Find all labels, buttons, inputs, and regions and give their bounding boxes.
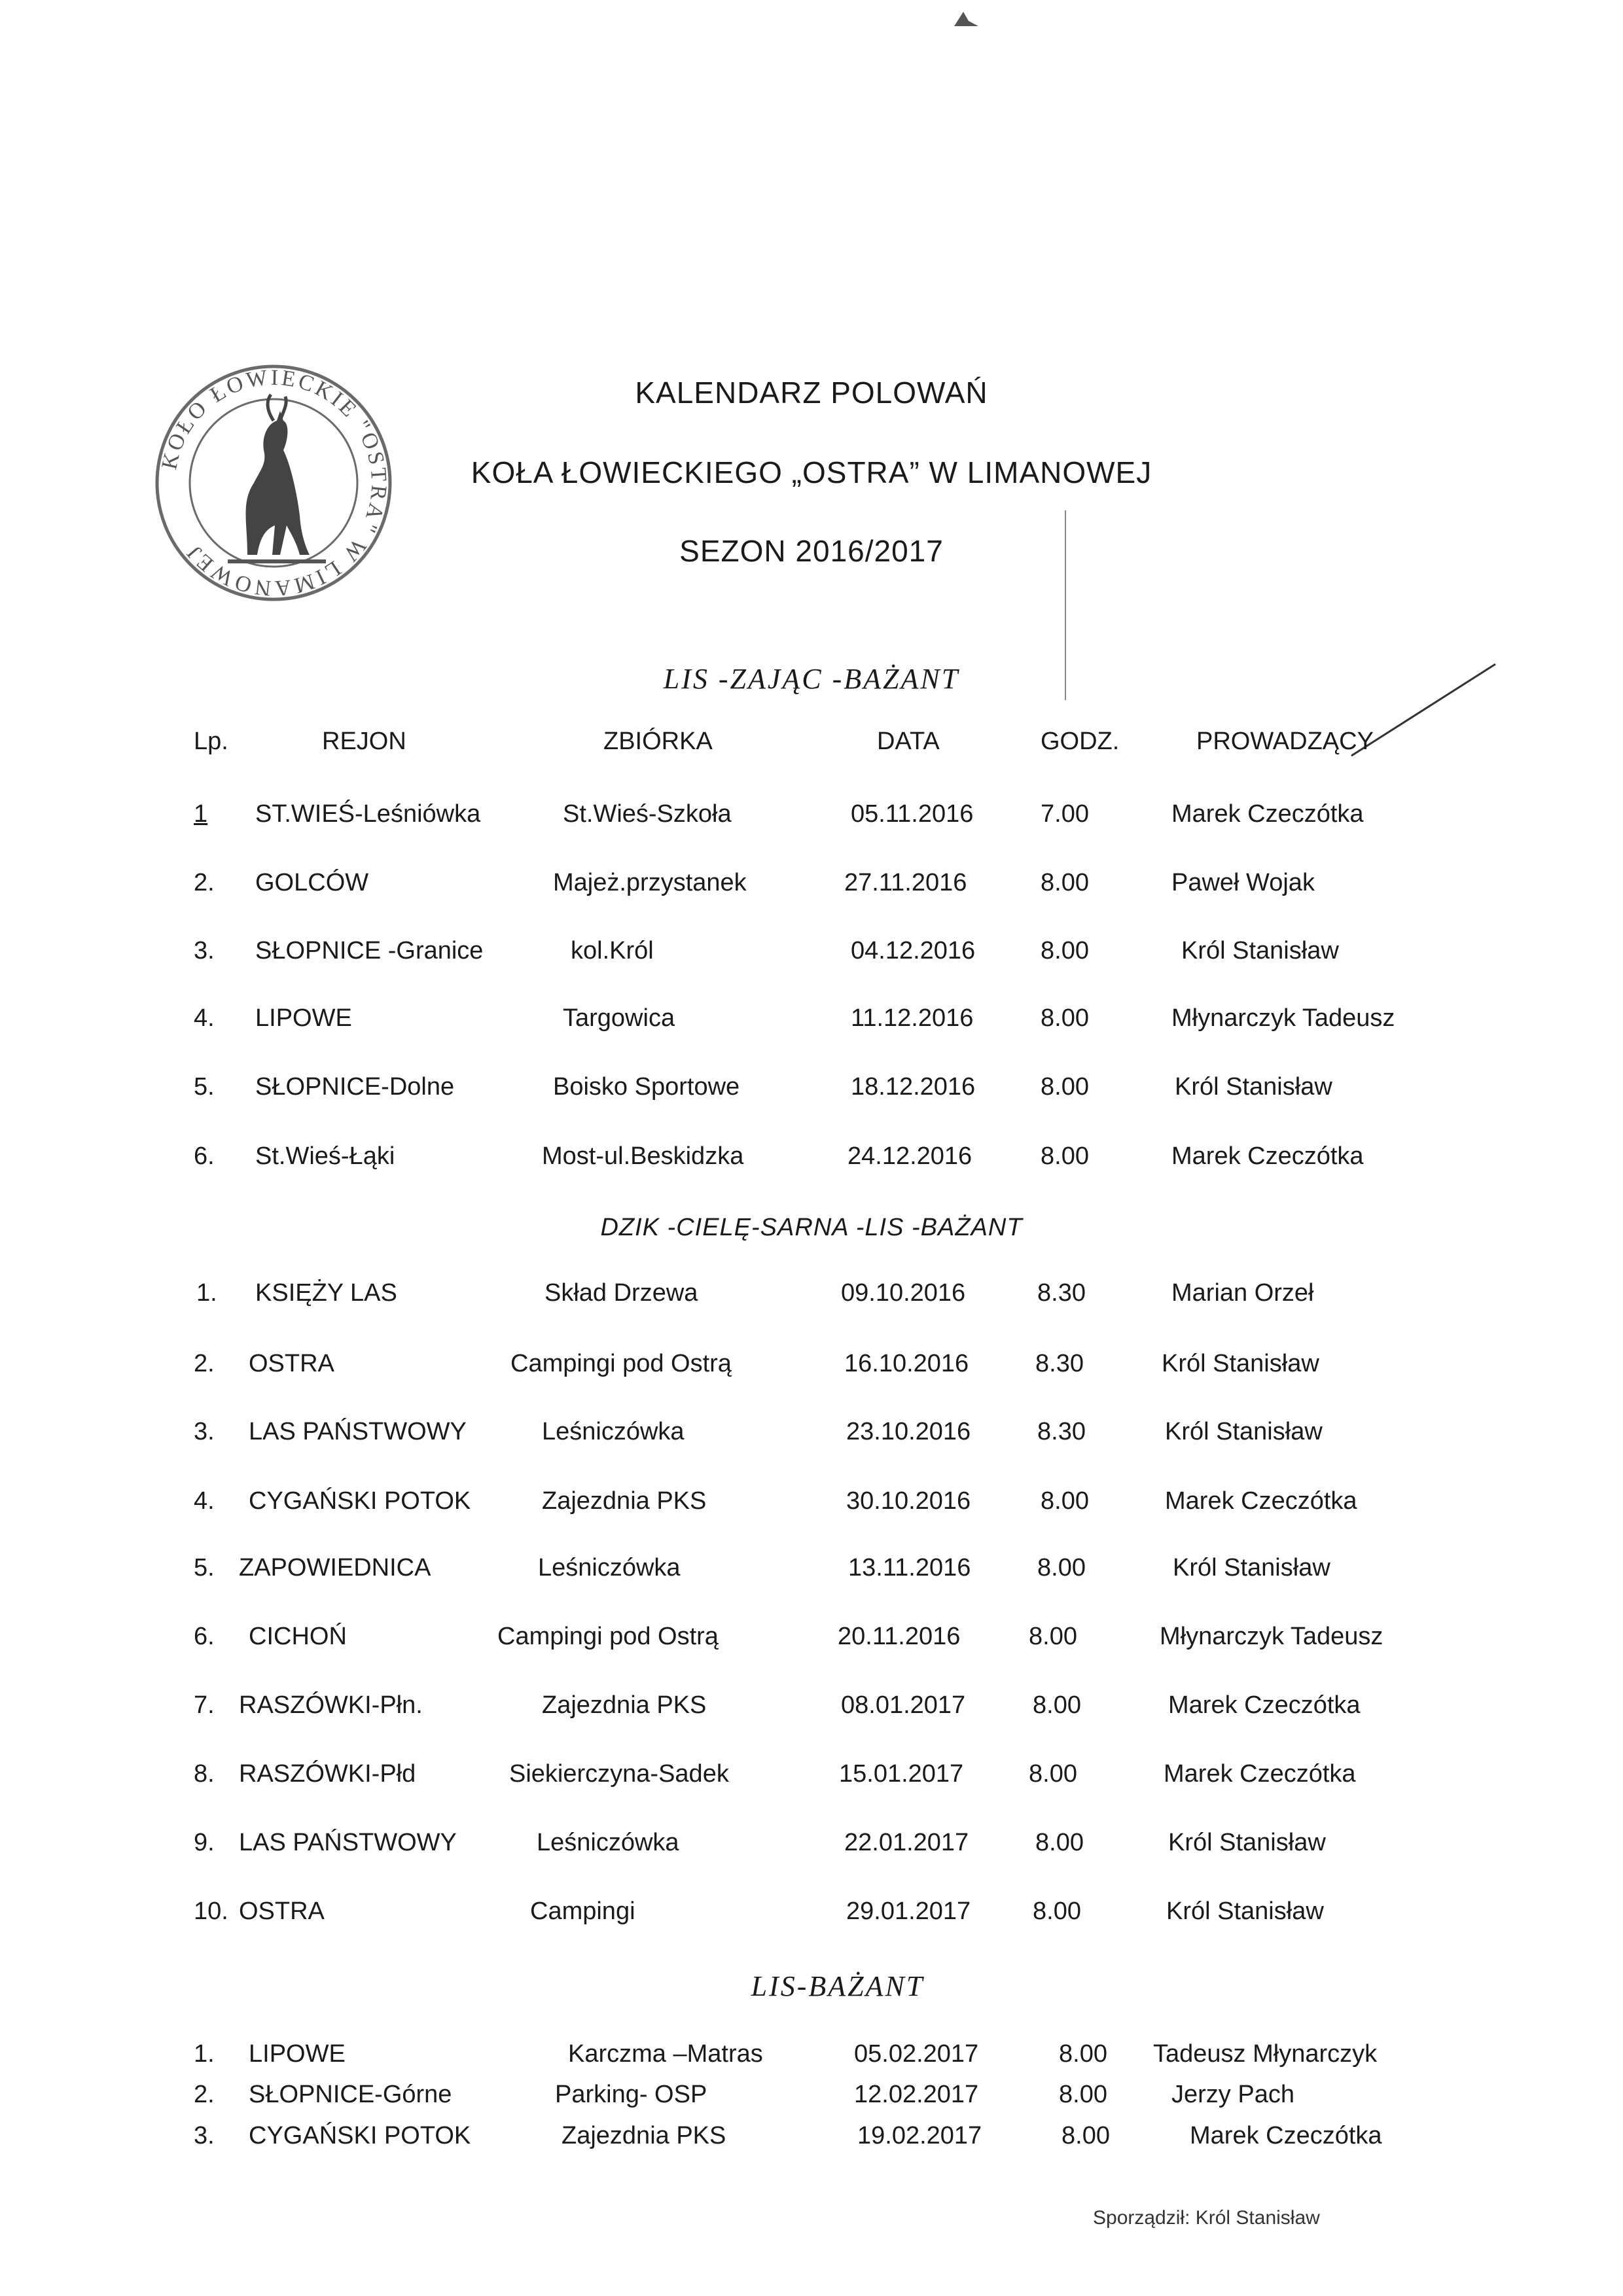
cell-prowadzacy: Król Stanisław bbox=[1173, 1554, 1330, 1581]
cell-data: 16.10.2016 bbox=[844, 1350, 969, 1377]
cell-prowadzacy: Paweł Wojak bbox=[1171, 869, 1315, 896]
cell-lp: 2. bbox=[194, 1350, 215, 1377]
cell-godz: 8.00 bbox=[1061, 2122, 1110, 2149]
cell-prowadzacy: Jerzy Pach bbox=[1171, 2081, 1294, 2108]
cell-data: 18.12.2016 bbox=[851, 1073, 976, 1101]
table-row bbox=[0, 1760, 1623, 1799]
cell-lp: 10. bbox=[194, 1898, 228, 1925]
cell-rejon: LAS PAŃSTWOWY bbox=[249, 1418, 467, 1445]
cell-lp: 2. bbox=[194, 2081, 215, 2108]
cell-prowadzacy: Tadeusz Młynarczyk bbox=[1153, 2040, 1378, 2068]
cell-data: 05.11.2016 bbox=[851, 800, 974, 828]
cell-lp: 3. bbox=[194, 1418, 215, 1445]
cell-zbiorka: Zajezdnia PKS bbox=[542, 1691, 707, 1719]
cell-lp: 9. bbox=[194, 1829, 215, 1856]
cell-lp: 6. bbox=[194, 1623, 215, 1650]
cell-zbiorka: Campingi bbox=[530, 1898, 635, 1925]
cell-data: 30.10.2016 bbox=[846, 1487, 971, 1515]
table-row bbox=[0, 2122, 1623, 2161]
cell-lp: 7. bbox=[194, 1691, 215, 1719]
table-row bbox=[0, 2040, 1623, 2079]
cell-zbiorka: Zajezdnia PKS bbox=[542, 1487, 707, 1515]
table-row bbox=[0, 1279, 1623, 1318]
cell-data: 04.12.2016 bbox=[851, 937, 976, 964]
cell-zbiorka: Parking- OSP bbox=[555, 2081, 707, 2108]
cell-data: 20.11.2016 bbox=[838, 1623, 961, 1650]
cell-prowadzacy: Marek Czeczótka bbox=[1164, 1760, 1356, 1788]
cell-zbiorka: Campingi pod Ostrą bbox=[497, 1623, 719, 1650]
cell-lp: 3. bbox=[194, 937, 215, 964]
cell-prowadzacy: Król Stanisław bbox=[1165, 1418, 1323, 1445]
cell-lp: 4. bbox=[194, 1487, 215, 1515]
prepared-by: Sporządził: Król Stanisław bbox=[1093, 2207, 1320, 2229]
cell-prowadzacy: Marek Czeczótka bbox=[1190, 2122, 1382, 2149]
cell-rejon: ST.WIEŚ-Leśniówka bbox=[255, 800, 481, 828]
cell-rejon: St.Wieś-Łąki bbox=[255, 1142, 395, 1170]
cell-zbiorka: Most-ul.Beskidzka bbox=[542, 1142, 744, 1170]
cell-zbiorka: Skład Drzewa bbox=[544, 1279, 698, 1307]
cell-lp: 4. bbox=[194, 1004, 215, 1032]
cell-lp: 1. bbox=[194, 2040, 215, 2068]
cell-rejon: KSIĘŻY LAS bbox=[255, 1279, 397, 1307]
cell-godz: 8.30 bbox=[1037, 1279, 1086, 1307]
cell-godz: 8.00 bbox=[1041, 1073, 1089, 1101]
cell-lp: 2. bbox=[194, 869, 215, 896]
cell-prowadzacy: Król Stanisław bbox=[1181, 937, 1339, 964]
cell-zbiorka: Boisko Sportowe bbox=[553, 1073, 740, 1101]
cell-data: 13.11.2016 bbox=[848, 1554, 971, 1581]
cell-rejon: RASZÓWKI-Płd bbox=[239, 1760, 416, 1788]
table-row bbox=[0, 1623, 1623, 1662]
cell-rejon: CYGAŃSKI POTOK bbox=[249, 2122, 471, 2149]
cell-godz: 7.00 bbox=[1041, 800, 1089, 828]
cell-zbiorka: Leśniczówka bbox=[537, 1829, 679, 1856]
cell-rejon: OSTRA bbox=[239, 1898, 325, 1925]
cell-data: 05.02.2017 bbox=[854, 2040, 979, 2068]
section-title-2: DZIK -CIELĘ-SARNA -LIS -BAŻANT bbox=[600, 1214, 1023, 1241]
cell-prowadzacy: Marek Czeczótka bbox=[1171, 800, 1364, 828]
cell-godz: 8.30 bbox=[1035, 1350, 1084, 1377]
cell-godz: 8.00 bbox=[1041, 1487, 1089, 1515]
document-title: KALENDARZ POLOWAŃ bbox=[635, 376, 988, 410]
cell-godz: 8.00 bbox=[1041, 1004, 1089, 1032]
table-row bbox=[0, 2081, 1623, 2120]
cell-data: 09.10.2016 bbox=[841, 1279, 966, 1307]
table-row bbox=[0, 1829, 1623, 1868]
cell-rejon: LIPOWE bbox=[255, 1004, 352, 1032]
svg-text:KOŁO ŁOWIECKIE "OSTRA" W LIMAN: KOŁO ŁOWIECKIE "OSTRA" W LIMANOWEJ bbox=[157, 365, 391, 601]
cell-rejon: SŁOPNICE-Dolne bbox=[255, 1073, 455, 1101]
cell-lp: 1. bbox=[196, 1279, 217, 1307]
cell-prowadzacy: Marian Orzeł bbox=[1171, 1279, 1314, 1307]
col-data: DATA bbox=[877, 728, 940, 755]
cell-prowadzacy: Marek Czeczótka bbox=[1171, 1142, 1364, 1170]
cell-prowadzacy: Marek Czeczótka bbox=[1168, 1691, 1361, 1719]
cell-godz: 8.00 bbox=[1041, 1142, 1089, 1170]
table-row bbox=[0, 1418, 1623, 1457]
cell-lp: 6. bbox=[194, 1142, 215, 1170]
table-row bbox=[0, 1898, 1623, 1937]
section-title-3: LIS-BAŻANT bbox=[751, 1970, 925, 2002]
cell-godz: 8.00 bbox=[1059, 2081, 1107, 2108]
cell-zbiorka: Campingi pod Ostrą bbox=[510, 1350, 732, 1377]
club-name: KOŁA ŁOWIECKIEGO „OSTRA” W LIMANOWEJ bbox=[471, 455, 1152, 489]
cell-lp: 1 bbox=[194, 800, 208, 828]
cell-godz: 8.00 bbox=[1059, 2040, 1107, 2068]
cell-rejon: OSTRA bbox=[249, 1350, 334, 1377]
cell-lp: 5. bbox=[194, 1073, 215, 1101]
cell-zbiorka: Majeż.przystanek bbox=[553, 869, 747, 896]
section-title-1: LIS -ZAJĄC -BAŻANT bbox=[663, 663, 960, 695]
cell-lp: 5. bbox=[194, 1554, 215, 1581]
cell-godz: 8.00 bbox=[1035, 1829, 1084, 1856]
cell-data: 29.01.2017 bbox=[846, 1898, 971, 1925]
table-row bbox=[0, 937, 1623, 976]
cell-data: 22.01.2017 bbox=[844, 1829, 969, 1856]
cell-data: 27.11.2016 bbox=[844, 869, 967, 896]
col-lp: Lp. bbox=[194, 728, 228, 755]
col-godz: GODZ. bbox=[1041, 728, 1120, 755]
cell-zbiorka: Leśniczówka bbox=[538, 1554, 681, 1581]
cell-godz: 8.30 bbox=[1037, 1418, 1086, 1445]
table-row bbox=[0, 1487, 1623, 1527]
cell-lp: 3. bbox=[194, 2122, 215, 2149]
cell-zbiorka: Targowica bbox=[563, 1004, 675, 1032]
table-row bbox=[0, 1691, 1623, 1731]
table-row bbox=[0, 1554, 1623, 1593]
cell-zbiorka: Karczma –Matras bbox=[568, 2040, 763, 2068]
season-label: SEZON 2016/2017 bbox=[679, 534, 944, 568]
cell-zbiorka: Leśniczówka bbox=[542, 1418, 685, 1445]
cell-zbiorka: Zajezdnia PKS bbox=[562, 2122, 726, 2149]
table-row bbox=[0, 1073, 1623, 1112]
cell-data: 11.12.2016 bbox=[851, 1004, 974, 1032]
table-row bbox=[0, 869, 1623, 908]
cell-rejon: SŁOPNICE -Granice bbox=[255, 937, 484, 964]
cell-rejon: LAS PAŃSTWOWY bbox=[239, 1829, 457, 1856]
cell-godz: 8.00 bbox=[1029, 1760, 1077, 1788]
cell-godz: 8.00 bbox=[1041, 937, 1089, 964]
cell-godz: 8.00 bbox=[1041, 869, 1089, 896]
table-row bbox=[0, 1004, 1623, 1044]
table-row bbox=[0, 1142, 1623, 1182]
cell-prowadzacy: Marek Czeczótka bbox=[1165, 1487, 1357, 1515]
col-prowadzacy: PROWADZĄCY bbox=[1196, 728, 1374, 755]
table-row bbox=[0, 800, 1623, 839]
cell-rejon: GOLCÓW bbox=[255, 869, 369, 896]
cell-rejon: SŁOPNICE-Górne bbox=[249, 2081, 452, 2108]
cell-godz: 8.00 bbox=[1033, 1691, 1081, 1719]
col-rejon: REJON bbox=[322, 728, 406, 755]
cell-zbiorka: Siekierczyna-Sadek bbox=[509, 1760, 729, 1788]
table-row bbox=[0, 1350, 1623, 1389]
cell-data: 19.02.2017 bbox=[857, 2122, 982, 2149]
cell-zbiorka: St.Wieś-Szkoła bbox=[563, 800, 732, 828]
scan-mark bbox=[949, 7, 988, 33]
col-zbiorka: ZBIÓRKA bbox=[603, 728, 713, 755]
cell-godz: 8.00 bbox=[1033, 1898, 1081, 1925]
cell-godz: 8.00 bbox=[1029, 1623, 1077, 1650]
cell-prowadzacy: Król Stanisław bbox=[1166, 1898, 1324, 1925]
cell-data: 24.12.2016 bbox=[847, 1142, 972, 1170]
cell-data: 08.01.2017 bbox=[841, 1691, 966, 1719]
cell-rejon: LIPOWE bbox=[249, 2040, 346, 2068]
cell-prowadzacy: Król Stanisław bbox=[1162, 1350, 1319, 1377]
table-header bbox=[0, 728, 1623, 767]
cell-rejon: CYGAŃSKI POTOK bbox=[249, 1487, 471, 1515]
cell-prowadzacy: Młynarczyk Tadeusz bbox=[1160, 1623, 1383, 1650]
cell-rejon: RASZÓWKI-Płn. bbox=[239, 1691, 423, 1719]
cell-rejon: ZAPOWIEDNICA bbox=[239, 1554, 431, 1581]
cell-data: 12.02.2017 bbox=[854, 2081, 979, 2108]
cell-data: 15.01.2017 bbox=[839, 1760, 964, 1788]
cell-lp: 8. bbox=[194, 1760, 215, 1788]
cell-data: 23.10.2016 bbox=[846, 1418, 971, 1445]
cell-prowadzacy: Król Stanisław bbox=[1175, 1073, 1332, 1101]
cell-zbiorka: kol.Król bbox=[571, 937, 654, 964]
cell-godz: 8.00 bbox=[1037, 1554, 1086, 1581]
cell-prowadzacy: Młynarczyk Tadeusz bbox=[1171, 1004, 1395, 1032]
cell-prowadzacy: Król Stanisław bbox=[1168, 1829, 1326, 1856]
cell-rejon: CICHOŃ bbox=[249, 1623, 347, 1650]
